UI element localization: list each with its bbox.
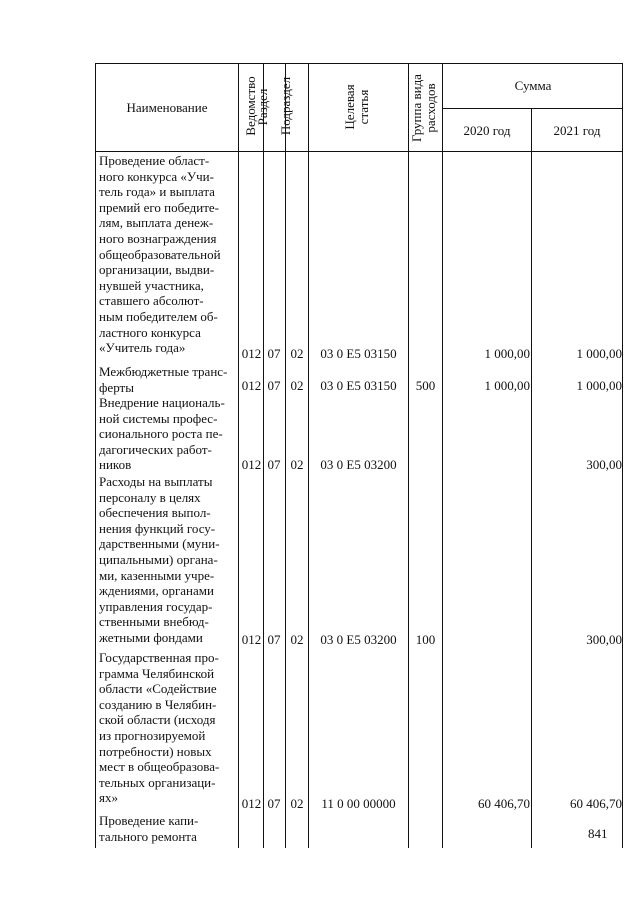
row-5-vedomstvo: 012: [241, 796, 262, 811]
row-1-sum-2020: 1 000,00: [484, 346, 530, 361]
row-3-celevaya: 03 0 E5 03200: [320, 457, 397, 472]
row-5-celevaya: 11 0 00 00000: [321, 796, 396, 811]
header-year-2021: 2021 год: [553, 123, 601, 138]
page-number: 841: [588, 826, 608, 841]
row-2-celevaya: 03 0 E5 03150: [320, 378, 397, 393]
row-4-sum-2021: 300,00: [586, 632, 622, 647]
header-summa: Сумма: [514, 78, 552, 93]
row-2-name: Межбюджетные транс- ферты: [99, 364, 228, 395]
row-5-razdel: 07: [267, 796, 281, 811]
header-vedomstvo: Ведомство: [243, 76, 258, 136]
row-4-razdel: 07: [267, 632, 281, 647]
row-1-celevaya: 03 0 E5 03150: [320, 346, 397, 361]
row-3-razdel: 07: [267, 457, 281, 472]
row-1-sum-2021: 1 000,00: [576, 346, 622, 361]
row-3-podrazdel: 02: [290, 457, 304, 472]
row-5-sum-2020: 60 406,70: [478, 796, 530, 811]
row-5-podrazdel: 02: [290, 796, 304, 811]
header-gruppa-line1: Группа вида: [409, 74, 424, 142]
header-celevaya: [343, 59, 373, 155]
header-podrazdel: Подраздел: [278, 76, 293, 136]
header-gruppa: [410, 63, 440, 153]
row-3-sum-2021: 300,00: [586, 457, 622, 472]
header-year-2020: 2020 год: [463, 123, 511, 138]
header-celevaya-line1: Целевая: [342, 84, 357, 130]
row-6-name: Проведение капи- тального ремонта: [99, 813, 199, 844]
row-4-podrazdel: 02: [290, 632, 304, 647]
row-4-name: Расходы на выплаты персоналу в целях обеспечения выпол- нения функций госу- дарственными (муни- ципальными) органа- ми, казенными учре- ждениями, органами управления государ- ственными внебюд- жетными фондами: [99, 474, 220, 645]
row-2-gruppa: 500: [415, 378, 436, 393]
row-1-podrazdel: 02: [290, 346, 304, 361]
row-1-vedomstvo: 012: [241, 346, 262, 361]
row-2-razdel: 07: [267, 378, 281, 393]
row-1-razdel: 07: [267, 346, 281, 361]
header-celevaya-line2: статья: [356, 89, 371, 125]
row-3-vedomstvo: 012: [241, 457, 262, 472]
row-2-podrazdel: 02: [290, 378, 304, 393]
row-1-name: Проведение област- ного конкурса «Учи- тель года» и выплата премий его победите- лям, выплата денеж- ного вознаграждения общеобразовательной организации, выдви- нувшей участника, ставшего абсолют- ным победителем об- ластного конкурса «Учитель года»: [99, 153, 221, 356]
row-4-vedomstvo: 012: [241, 632, 262, 647]
row-5-sum-2021: 60 406,70: [570, 796, 622, 811]
header-name: Наименование: [126, 100, 208, 115]
row-2-vedomstvo: 012: [241, 378, 262, 393]
header-gruppa-line2: расходов: [423, 83, 438, 133]
row-3-name: Внедрение националь- ной системы профес- сионального роста пе- дагогических работ- ников: [99, 395, 225, 473]
row-2-sum-2021: 1 000,00: [576, 378, 622, 393]
row-4-celevaya: 03 0 E5 03200: [320, 632, 397, 647]
row-2-sum-2020: 1 000,00: [484, 378, 530, 393]
header-razdel: Раздел: [255, 88, 270, 126]
row-5-name: Государственная про- грамма Челябинской области «Содействие созданию в Челябин- ской области (исходя из прогнозируемой потребности) новых мест в общеобразова- тельных организаци- ях»: [99, 650, 220, 806]
row-4-gruppa: 100: [415, 632, 436, 647]
